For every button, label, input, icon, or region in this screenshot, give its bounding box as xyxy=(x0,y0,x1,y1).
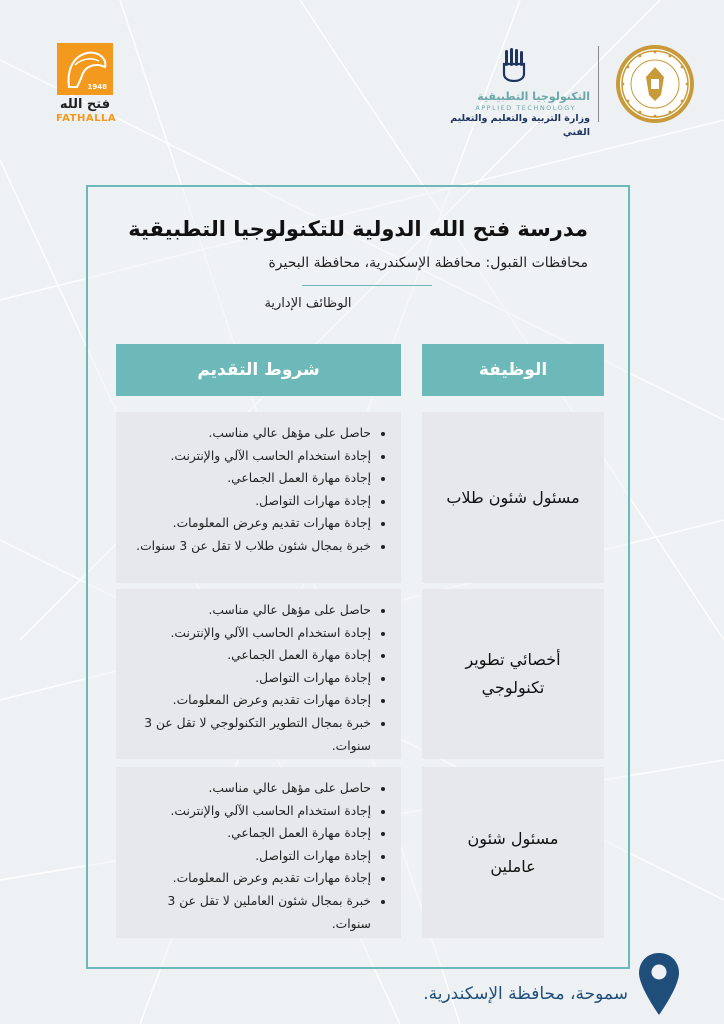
requirement-item: • إجادة مهارة العمل الجماعي. xyxy=(126,467,371,490)
requirement-item: • خبرة بمجال التطوير التكنولوجي لا تقل عن 3 سنوات. xyxy=(126,712,371,757)
requirement-item: • إجادة استخدام الحاسب الآلي والإنترنت. xyxy=(126,800,371,823)
fathalla-logo xyxy=(56,43,117,124)
requirement-item: • حاصل على مؤهل عالي مناسب. xyxy=(126,422,371,445)
school-title: مدرسة فتح الله الدولية للتكنولوجيا التطبيقية xyxy=(128,217,588,241)
applied-technology-logo xyxy=(440,48,590,140)
column-header-job: الوظيفة xyxy=(422,344,604,396)
fathalla-english-name: FATHALLA xyxy=(56,113,117,124)
ministry-name: وزارة التربية والتعليم والتعليم الفني xyxy=(450,113,590,138)
fathalla-logo-mark xyxy=(57,43,113,95)
requirement-item: • إجادة استخدام الحاسب الآلي والإنترنت. xyxy=(126,622,371,645)
requirement-item: • إجادة مهارات التواصل. xyxy=(126,490,371,513)
requirements-cell xyxy=(116,589,401,759)
title-divider xyxy=(302,285,432,286)
hand-icon xyxy=(502,48,528,82)
requirement-item: • خبرة بمجال شئون طلاب لا تقل عن 3 سنوات. xyxy=(126,535,371,558)
requirement-item: • إجادة مهارات تقديم وعرض المعلومات. xyxy=(126,689,371,712)
requirement-item: • حاصل على مؤهل عالي مناسب. xyxy=(126,777,371,800)
requirements-cell xyxy=(116,767,401,938)
requirement-item: • حاصل على مؤهل عالي مناسب. xyxy=(126,599,371,622)
requirement-item: • إجادة مهارة العمل الجماعي. xyxy=(126,644,371,667)
requirements-list xyxy=(126,777,389,935)
location-pin-icon xyxy=(636,951,682,1017)
requirement-item: • إجادة مهارات تقديم وعرض المعلومات. xyxy=(126,867,371,890)
applied-technology-english: APPLIED TECHNOLOGY xyxy=(475,104,576,112)
job-title-cell: مسئول شئون عاملين xyxy=(422,767,604,938)
fathalla-year: 1948 xyxy=(87,83,107,91)
requirement-item: • إجادة مهارة العمل الجماعي. xyxy=(126,822,371,845)
school-address: سموحة، محافظة الإسكندرية. xyxy=(423,984,628,1004)
job-title-cell: مسئول شئون طلاب xyxy=(422,412,604,583)
job-announcement-card xyxy=(86,185,630,969)
requirement-item: • إجادة مهارات التواصل. xyxy=(126,667,371,690)
applied-technology-arabic: التكنولوجيا التطبيقية xyxy=(477,90,590,103)
requirement-item: • إجادة استخدام الحاسب الآلي والإنترنت. xyxy=(126,445,371,468)
fathalla-arabic-name: فتح الله xyxy=(59,97,111,112)
requirement-item: • إجادة مهارات التواصل. xyxy=(126,845,371,868)
ministry-seal-icon xyxy=(614,43,696,125)
column-header-requirements: شروط التقديم xyxy=(116,344,401,396)
admission-governorates: محافظات القبول: محافظة الإسكندرية، محافظة البحيرة xyxy=(268,255,588,271)
logo-divider xyxy=(598,46,599,122)
requirement-item: • إجادة مهارات تقديم وعرض المعلومات. xyxy=(126,512,371,535)
requirement-item: • خبرة بمجال شئون العاملين لا تقل عن 3 سنوات. xyxy=(126,890,371,935)
job-title-cell: أخصائي تطوير تكنولوجي xyxy=(422,589,604,759)
requirements-list xyxy=(126,422,389,558)
requirements-list xyxy=(126,599,389,757)
section-heading: الوظائف الإدارية xyxy=(264,296,352,311)
requirements-cell xyxy=(116,412,401,583)
